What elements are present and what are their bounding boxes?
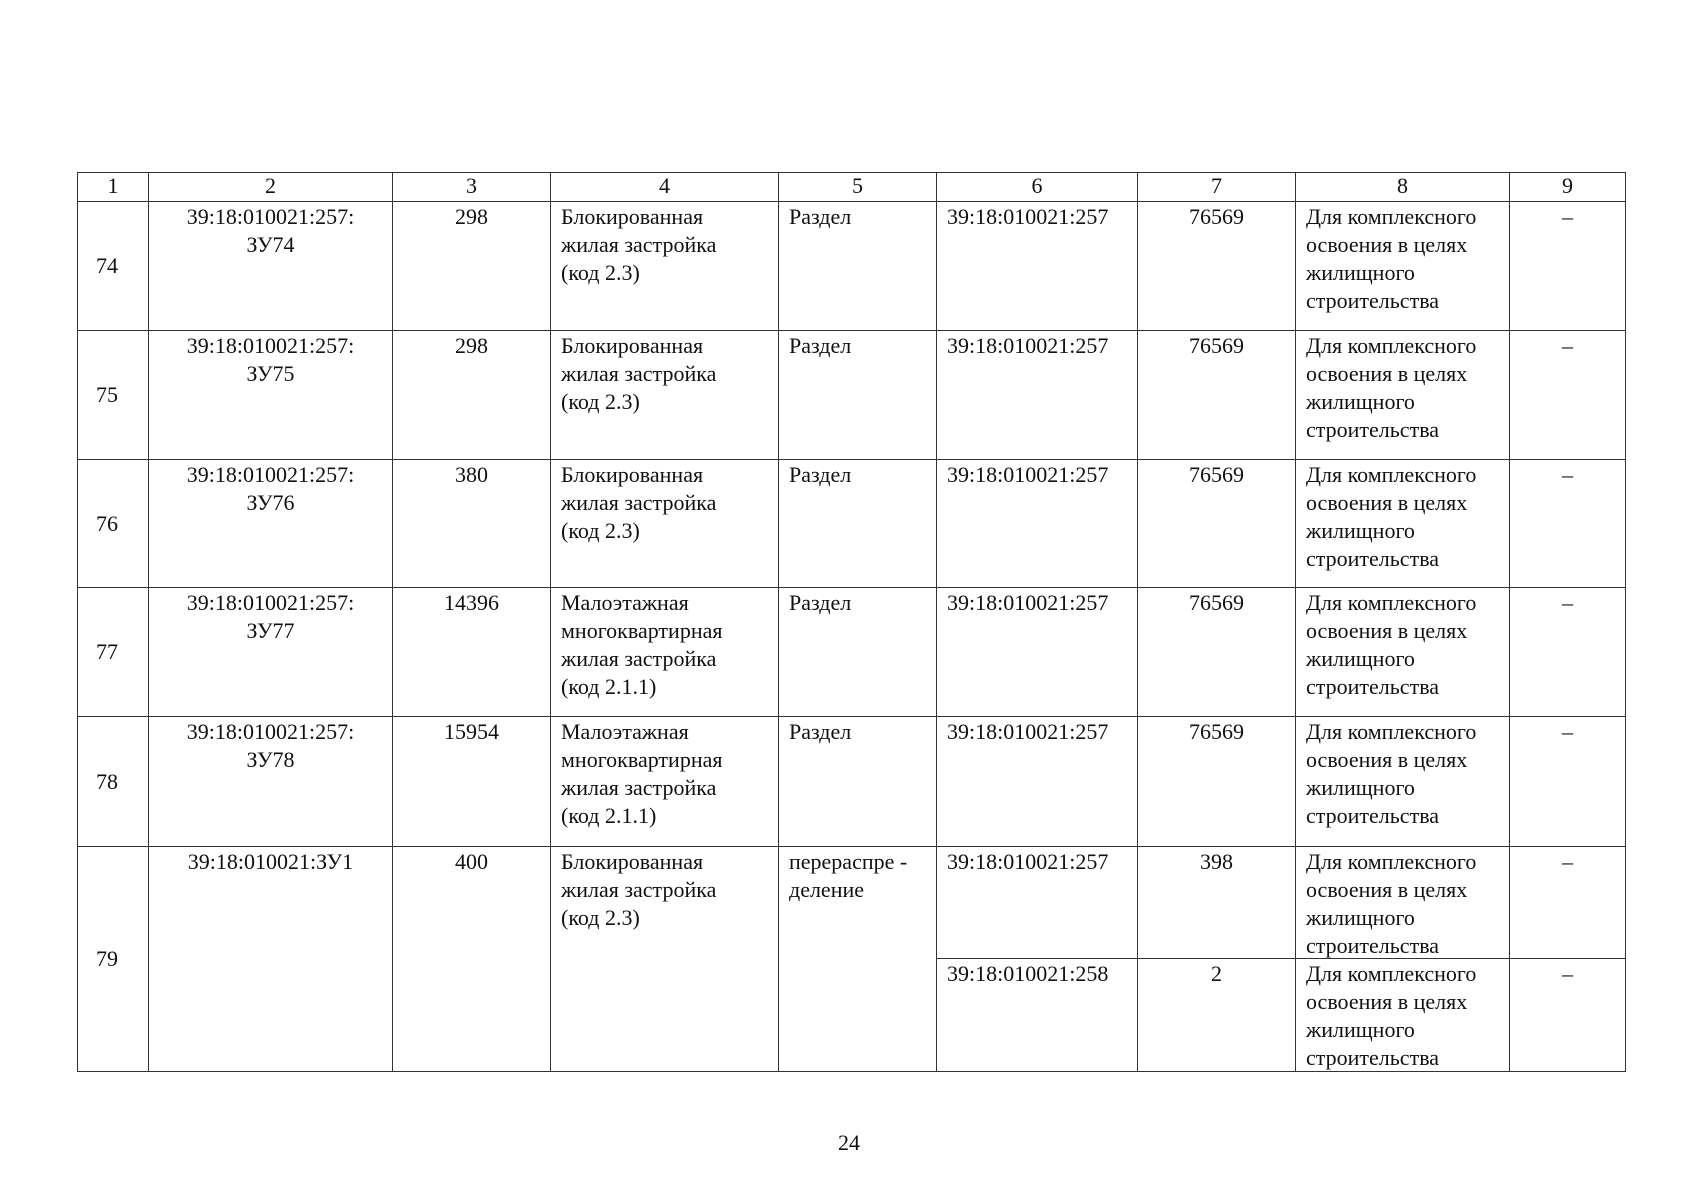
cadastral-number-line: 39:18:010021:257:: [186, 204, 355, 229]
permitted-use-line: жилая застройка: [561, 775, 717, 800]
cadastral-number: [149, 588, 393, 717]
permitted-use-line: (код 2.3): [561, 260, 640, 285]
source-plot: 39:18:010021:257: [937, 847, 1138, 959]
purpose-line: Для комплексного: [1306, 961, 1477, 986]
column-header: 2: [149, 173, 393, 202]
column-header: 8: [1296, 173, 1510, 202]
permitted-use-line: (код 2.1.1): [561, 674, 657, 699]
cadastral-number: [149, 460, 393, 588]
purpose: [1296, 717, 1510, 847]
permitted-use-line: Блокированная: [561, 849, 704, 874]
formation-method: [779, 588, 937, 717]
source-area: 76569: [1138, 460, 1296, 588]
permitted-use: [551, 460, 779, 588]
permitted-use: [551, 588, 779, 717]
row-number: 78: [78, 717, 149, 847]
formation-method-line: Раздел: [789, 462, 852, 487]
row-number: 79: [78, 847, 149, 1072]
row-number: 75: [78, 331, 149, 460]
purpose-line: жилищного: [1306, 389, 1415, 414]
formation-method-line: деление: [789, 877, 865, 902]
source-area: 76569: [1138, 588, 1296, 717]
purpose-line: строительства: [1306, 674, 1440, 699]
purpose-line: освоения в целях: [1306, 490, 1468, 515]
purpose-line: жилищного: [1306, 775, 1415, 800]
land-plots-table: [77, 172, 1626, 1072]
purpose-line: освоения в целях: [1306, 361, 1468, 386]
cadastral-number-line: ЗУ76: [246, 490, 295, 515]
cadastral-number-line: 39:18:010021:257:: [186, 590, 355, 615]
permitted-use-line: жилая застройка: [561, 232, 717, 257]
permitted-use-line: жилая застройка: [561, 490, 717, 515]
note: –: [1510, 202, 1626, 331]
source-area: 2: [1138, 959, 1296, 1072]
permitted-use-line: (код 2.3): [561, 389, 640, 414]
source-area: 76569: [1138, 202, 1296, 331]
column-header: 7: [1138, 173, 1296, 202]
formation-method: [779, 717, 937, 847]
plot-area: 298: [393, 331, 551, 460]
permitted-use: [551, 717, 779, 847]
permitted-use: [551, 847, 779, 1072]
purpose-line: Для комплексного: [1306, 849, 1477, 874]
cadastral-number-line: ЗУ77: [246, 618, 295, 643]
purpose-line: строительства: [1306, 288, 1440, 313]
cadastral-number: [149, 717, 393, 847]
purpose: [1296, 460, 1510, 588]
cadastral-number: [149, 331, 393, 460]
formation-method-line: Раздел: [789, 204, 852, 229]
formation-method: [779, 460, 937, 588]
page-number: 24: [838, 1130, 860, 1155]
purpose-line: освоения в целях: [1306, 232, 1468, 257]
purpose-line: строительства: [1306, 417, 1440, 442]
purpose-line: жилищного: [1306, 1017, 1415, 1042]
purpose-line: освоения в целях: [1306, 747, 1468, 772]
formation-method: [779, 847, 937, 1072]
permitted-use-line: многоквартирная: [561, 618, 723, 643]
cadastral-number: 39:18:010021:ЗУ1: [149, 847, 393, 1072]
permitted-use-line: (код 2.1.1): [561, 803, 657, 828]
purpose-line: освоения в целях: [1306, 618, 1468, 643]
plot-area: 400: [393, 847, 551, 1072]
purpose-line: Для комплексного: [1306, 719, 1477, 744]
note: –: [1510, 588, 1626, 717]
note: –: [1510, 717, 1626, 847]
permitted-use-line: жилая застройка: [561, 361, 717, 386]
permitted-use-line: Малоэтажная: [561, 590, 689, 615]
purpose-line: жилищного: [1306, 646, 1415, 671]
plot-area: 298: [393, 202, 551, 331]
purpose-line: строительства: [1306, 546, 1440, 571]
permitted-use-line: (код 2.3): [561, 905, 640, 930]
note: –: [1510, 460, 1626, 588]
cadastral-number-line: ЗУ75: [246, 361, 295, 386]
purpose: [1296, 959, 1510, 1072]
permitted-use: [551, 202, 779, 331]
source-plot: 39:18:010021:257: [937, 588, 1138, 717]
source-plot: 39:18:010021:257: [937, 717, 1138, 847]
permitted-use-line: жилая застройка: [561, 646, 717, 671]
purpose: [1296, 202, 1510, 331]
permitted-use-line: жилая застройка: [561, 877, 717, 902]
permitted-use-line: многоквартирная: [561, 747, 723, 772]
source-plot: 39:18:010021:257: [937, 460, 1138, 588]
purpose-line: Для комплексного: [1306, 590, 1477, 615]
cadastral-number-line: ЗУ78: [246, 747, 295, 772]
plot-area: 14396: [393, 588, 551, 717]
column-header: 4: [551, 173, 779, 202]
permitted-use: [551, 331, 779, 460]
purpose-line: Для комплексного: [1306, 333, 1477, 358]
row-number: 74: [78, 202, 149, 331]
column-header: 3: [393, 173, 551, 202]
purpose: [1296, 588, 1510, 717]
plot-area: 15954: [393, 717, 551, 847]
permitted-use-line: Блокированная: [561, 204, 704, 229]
source-plot: 39:18:010021:258: [937, 959, 1138, 1072]
note: –: [1510, 331, 1626, 460]
row-number: 76: [78, 460, 149, 588]
purpose-line: жилищного: [1306, 518, 1415, 543]
permitted-use-line: Малоэтажная: [561, 719, 689, 744]
cadastral-number-line: 39:18:010021:257:: [186, 462, 355, 487]
permitted-use-line: Блокированная: [561, 462, 704, 487]
purpose-line: жилищного: [1306, 905, 1415, 930]
note: –: [1510, 959, 1626, 1072]
source-plot: 39:18:010021:257: [937, 331, 1138, 460]
formation-method: [779, 331, 937, 460]
purpose-line: жилищного: [1306, 260, 1415, 285]
purpose-line: освоения в целях: [1306, 877, 1468, 902]
formation-method-line: Раздел: [789, 590, 852, 615]
purpose: [1296, 331, 1510, 460]
source-area: 76569: [1138, 331, 1296, 460]
formation-method: [779, 202, 937, 331]
plot-area: 380: [393, 460, 551, 588]
cadastral-number-line: 39:18:010021:257:: [186, 333, 355, 358]
source-area: 76569: [1138, 717, 1296, 847]
formation-method-line: Раздел: [789, 719, 852, 744]
purpose-line: Для комплексного: [1306, 462, 1477, 487]
column-header: 9: [1510, 173, 1626, 202]
source-area: 398: [1138, 847, 1296, 959]
permitted-use-line: (код 2.3): [561, 518, 640, 543]
formation-method-line: Раздел: [789, 333, 852, 358]
source-plot: 39:18:010021:257: [937, 202, 1138, 331]
permitted-use-line: Блокированная: [561, 333, 704, 358]
cadastral-number-line: ЗУ74: [246, 232, 295, 257]
purpose-line: Для комплексного: [1306, 204, 1477, 229]
purpose-line: освоения в целях: [1306, 989, 1468, 1014]
purpose: [1296, 847, 1510, 959]
column-header: 5: [779, 173, 937, 202]
column-header: 6: [937, 173, 1138, 202]
cadastral-number: [149, 202, 393, 331]
purpose-line: строительства: [1306, 1045, 1440, 1070]
cadastral-number-line: 39:18:010021:257:: [186, 719, 355, 744]
formation-method-line: перераспре -: [789, 849, 908, 874]
purpose-line: строительства: [1306, 933, 1440, 958]
purpose-line: строительства: [1306, 803, 1440, 828]
column-header: 1: [78, 173, 149, 202]
note: –: [1510, 847, 1626, 959]
row-number: 77: [78, 588, 149, 717]
